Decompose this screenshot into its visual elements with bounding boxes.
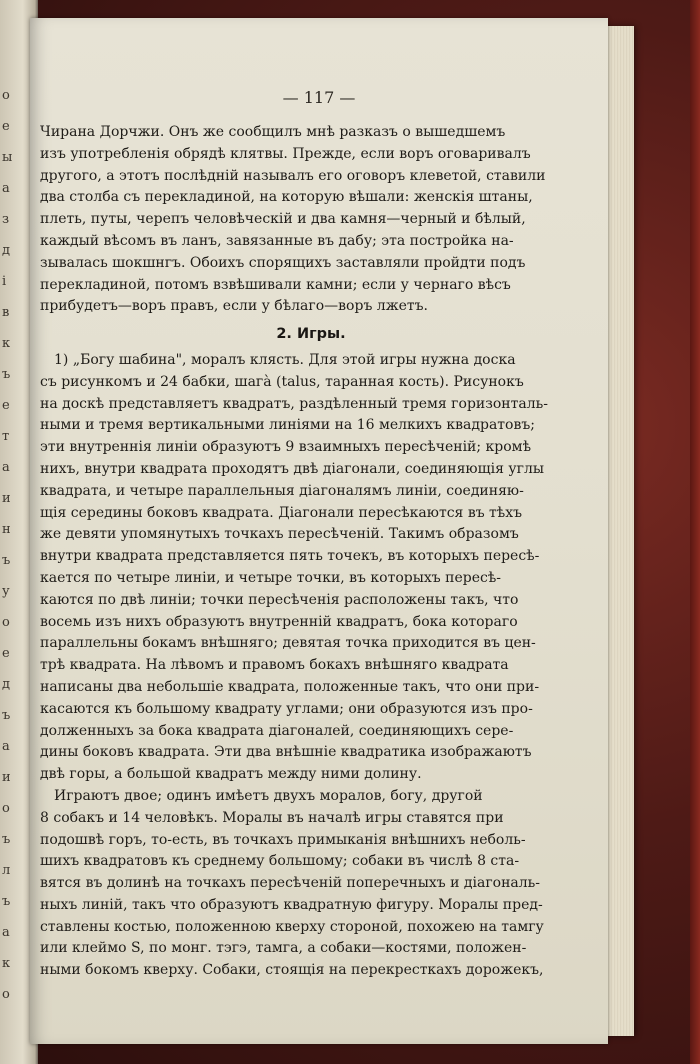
left-page-fragment: е <box>2 119 11 134</box>
page-number: — 117 — <box>282 88 356 107</box>
text-line: долженныхъ за бока квадрата діагоналей, соединяющихъ сере- <box>40 722 514 739</box>
left-page-fragment: к <box>2 336 11 351</box>
left-page-fragment: о <box>2 801 11 816</box>
text-line: Играютъ двое; одинъ имѣетъ двухъ моралов, богу, другой <box>54 787 483 804</box>
text-line: или клеймо S, по монг. тэгэ, тамга, а собаки—костями, положен- <box>40 940 527 957</box>
left-page-fragment: д <box>2 243 11 258</box>
text-line: перекладиной, потомъ взвѣшивали камни; если у чернаго вѣсъ <box>40 276 511 293</box>
text-line: вятся въ долинѣ на точкахъ пересѣченій поперечныхъ и діагональ- <box>40 875 541 892</box>
left-page-fragment: е <box>2 646 11 661</box>
left-page-fragment: у <box>2 584 11 599</box>
text-line: другого, а этотъ послѣдній называлъ его оговоръ клеветой, ставили <box>40 167 546 184</box>
text-line: шихъ квадратовъ къ среднему большому; собаки въ числѣ 8 ста- <box>40 853 520 870</box>
left-page-fragment: ы <box>2 150 13 165</box>
text-line: прибудетъ—воръ правъ, если у бѣлаго—воръ лжетъ. <box>40 298 428 315</box>
left-page-fragment: н <box>2 522 12 537</box>
text-line: ставлены костью, положенною кверху стороной, похожею на тамгу <box>40 918 544 935</box>
left-page-fragment: а <box>2 181 11 196</box>
paragraph-game-rules <box>40 786 582 982</box>
text-line: ныхъ линій, такъ что образуютъ квадратную фигуру. Моралы пред- <box>40 896 543 913</box>
text-line: ными и тремя вертикальными линіями на 16 мелкихъ квадратовъ; <box>40 417 535 434</box>
text-line: изъ употребленія обрядѣ клятвы. Прежде, если воръ оговаривалъ <box>40 145 531 162</box>
text-line: Чирана Дорчжи. Онъ же сообщилъ мнѣ разказъ о вышедшемъ <box>40 124 506 140</box>
text-line: два столба съ перекладиной, на которую вѣшали: женскія штаны, <box>40 189 533 206</box>
left-page-fragment: е <box>2 398 11 413</box>
left-page-fragment: о <box>2 987 11 1002</box>
left-page-fragment: в <box>2 305 10 320</box>
text-line: же девяти упомянутыхъ точкахъ пересѣченій. Такимъ образомъ <box>40 526 519 543</box>
text-line: съ рисункомъ и 24 бабки, шагà (talus, таранная кость). Рисунокъ <box>40 373 524 390</box>
text-line: кается по четыре линіи, и четыре точки, въ которыхъ пересѣ- <box>40 569 501 586</box>
text-line: 1) „Богу шабина", моралъ клясть. Для этой игры нужна доска <box>54 351 516 368</box>
left-page-fragment: т <box>2 429 10 444</box>
text-line: касаются къ большому квадрату углами; они образуются изъ про- <box>40 700 533 717</box>
left-page-fragment: а <box>2 925 11 940</box>
text-line: на доскѣ представляетъ квадратъ, раздѣленный тремя горизонталь- <box>40 395 548 412</box>
text-line: зывалась шокшнгъ. Обоихъ спорящихъ заставляли пройдти подъ <box>40 254 526 271</box>
left-page-fragment: ъ <box>2 894 11 909</box>
left-page-fragment: л <box>2 863 11 878</box>
paragraph-oath <box>40 122 582 318</box>
book-cover-edge <box>690 0 700 1064</box>
left-page-fragment: к <box>2 956 11 971</box>
left-page-fragment: и <box>2 491 12 506</box>
text-line: трѣ квадрата. На лѣвомъ и правомъ бокахъ внѣшняго квадрата <box>40 657 509 674</box>
text-line: написаны два небольшіе квадрата, положенные такъ, что они при- <box>40 678 540 695</box>
left-page-fragment: з <box>2 212 10 227</box>
left-page-fragment: ъ <box>2 708 11 723</box>
left-page-fragment: а <box>2 460 11 475</box>
text-line: квадрата, и четыре параллельныя діагоналямъ линіи, соединяю- <box>40 482 524 499</box>
text-line: двѣ горы, а большой квадратъ между ними долину. <box>40 766 422 783</box>
left-page-fragment: и <box>2 770 12 785</box>
text-line: внутри квадрата представляется пять точекъ, въ которыхъ пересѣ- <box>40 548 540 565</box>
text-line: дины боковъ квадрата. Эти два внѣшніе квадратика изображаютъ <box>40 744 532 761</box>
left-page-fragment: о <box>2 615 11 630</box>
left-page-fragment: а <box>2 739 11 754</box>
text-line: 8 собакъ и 14 человѣкъ. Моралы въ началѣ игры ставятся при <box>40 809 504 826</box>
text-line: эти внутреннія линіи образуютъ 9 взаимныхъ пересѣченій; кромѣ <box>40 439 532 456</box>
paragraph-game-description <box>40 350 582 786</box>
text-line: подошвѣ горъ, то-есть, въ точкахъ примыканія внѣшнихъ неболь- <box>40 831 526 848</box>
left-page-fragment: ъ <box>2 832 11 847</box>
left-page-fragment: д <box>2 677 11 692</box>
left-page-fragments <box>2 80 32 1010</box>
text-line: ными бокомъ кверху. Собаки, стоящія на перекресткахъ дорожекъ, <box>40 962 544 979</box>
book-page <box>30 18 608 1044</box>
left-page-fragment: і <box>2 274 7 289</box>
page-text <box>40 122 582 982</box>
left-page-fragment: ъ <box>2 367 11 382</box>
text-line: параллельны бокамъ внѣшняго; девятая точка приходится въ цен- <box>40 635 536 652</box>
text-line: нихъ, внутри квадрата проходятъ двѣ діагонали, соединяющія углы <box>40 460 544 477</box>
left-page-fragment: ъ <box>2 553 11 568</box>
text-line: каждый вѣсомъ въ ланъ, завязанные въ дабу; эта постройка на- <box>40 232 514 249</box>
text-line: щія середины боковъ квадрата. Діагонали пересѣкаются въ тѣхъ <box>40 504 523 521</box>
text-line: восемь изъ нихъ образуютъ внутренній квадратъ, бока котораго <box>40 613 518 630</box>
left-page-fragment: о <box>2 88 11 103</box>
section-title: 2. Игры. <box>276 326 346 343</box>
text-line: плеть, путы, черепъ человѣческій и два камня—черный и бѣлый, <box>40 211 526 228</box>
text-line: каются по двѣ линіи; точки пересѣченія расположены такъ, что <box>40 591 519 608</box>
